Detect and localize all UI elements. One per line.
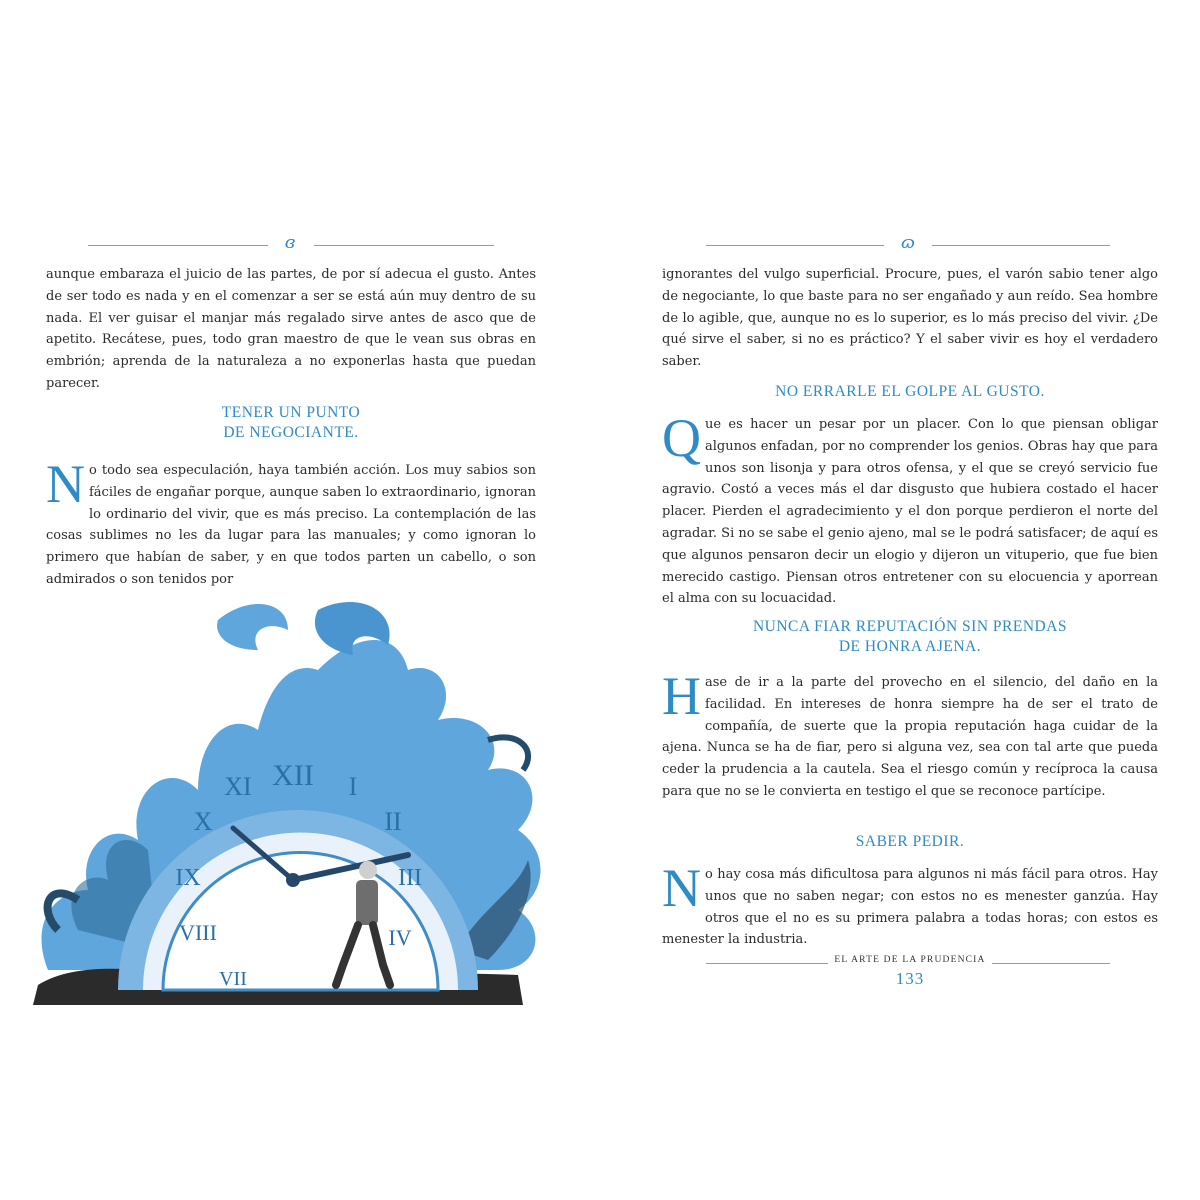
section-text: ase de ir a la parte del provecho en el silencio, del daño en la facilidad. En intereses de honra siempre ha de ser el trato de compañía, de suerte que la propia reputación haga cuidar de la ajena. Nunca se ha de fiar, pero si alguna vez, sea con tal arte que pueda ceder la prudencia a la cautela. Sea el riesgo común y recíproca la causa para que no se le convierta en testigo el que se reconoce partícipe. <box>662 675 1158 799</box>
section-text: o todo sea especulación, haya también acción. Los muy sabios son fáciles de engañar porque, aunque saben lo extraordinario, ignoran lo ordinario del vivir, que es más preciso. La contemplación de las cosas sublimes no les da lugar para las manuales; y como ignoran lo primero que habían de saber, y en que todos parten un cabello, o son admirados o son tenidos por <box>46 463 536 587</box>
section-text: o hay cosa más dificultosa para algunos ni más fácil para otros. Hay unos que no saben negar; con estos no es menester ganzúa. Hay otros que el no es su primera palabra a todas horas; con estos es menester la industria. <box>662 867 1158 948</box>
numeral-xi: XI <box>224 772 252 801</box>
clock-illustration <box>18 590 558 1010</box>
top-ornament-row <box>0 232 590 254</box>
heading-line-2: DE NEGOCIANTE. <box>223 424 359 441</box>
drop-cap: H <box>662 666 701 726</box>
heading-line-1: NUNCA FIAR REPUTACIÓN SIN PRENDAS <box>752 618 1068 635</box>
ornament-rule-left <box>88 245 268 246</box>
heading-line-1: TENER UN PUNTO <box>221 404 361 421</box>
section-paragraph <box>662 858 1158 951</box>
numeral-iii: III <box>398 865 422 891</box>
flourish-icon: ɷ <box>901 233 915 253</box>
section-heading <box>662 832 1158 852</box>
left-page <box>0 0 590 1200</box>
numeral-ix: IX <box>175 865 201 891</box>
drop-cap: Q <box>662 408 701 468</box>
footer-rule-left <box>706 963 828 964</box>
ornament-rule-right <box>932 245 1110 246</box>
section-paragraph <box>662 666 1158 803</box>
section-heading <box>46 403 536 443</box>
drop-cap: N <box>46 454 85 514</box>
ornament-rule-right <box>314 245 494 246</box>
section-paragraph <box>46 454 536 591</box>
intro-paragraph <box>662 264 1158 373</box>
numeral-iv: IV <box>388 925 412 950</box>
numeral-ii: II <box>384 807 402 836</box>
intro-text: aunque embaraza el juicio de las partes, de por sí adecua el gusto. Antes de ser todo es nada y en el comenzar a ser se está aún muy dentro de su nada. El ver guisar el manjar más regalado sirve antes de asco que de apetito. Recátese, pues, todo gran maestro de que le vean sus obras en embrión; aprenda de la naturaleza a no exponerlas hasta que puedan parecer. <box>46 267 536 391</box>
heading-line-1: NO ERRARLE EL GOLPE AL GUSTO. <box>775 383 1045 400</box>
numeral-viii: VIII <box>179 920 217 945</box>
numeral-i: I <box>348 772 358 801</box>
heading-line-2: DE HONRA AJENA. <box>838 638 982 655</box>
numeral-x: X <box>193 807 213 836</box>
section-heading <box>662 382 1158 402</box>
section-heading <box>662 617 1158 657</box>
right-page <box>610 0 1200 1200</box>
drop-cap: N <box>662 858 701 918</box>
footer-rule-right <box>992 963 1110 964</box>
flourish-icon: ɞ <box>284 233 296 253</box>
top-ornament-row <box>610 232 1200 254</box>
page-number: 133 <box>895 969 925 988</box>
intro-paragraph <box>46 264 536 395</box>
numeral-xii: XII <box>272 759 314 792</box>
numeral-vii: VII <box>219 968 247 990</box>
clock-center <box>286 873 300 887</box>
heading-line-1: SABER PEDIR. <box>855 833 965 850</box>
ornament-rule-left <box>706 245 884 246</box>
intro-text: ignorantes del vulgo superficial. Procure, pues, el varón sabio tener algo de negociante, lo que baste para no ser engañado y aun reído. Sea hombre de lo agible, que, aunque no es lo superior, es lo más preciso del vivir. ¿De qué sirve el saber, si no es práctico? Y el saber vivir es hoy el verdadero saber. <box>662 267 1158 370</box>
running-title: EL ARTE DE LA PRUDENCIA <box>834 955 986 965</box>
section-paragraph <box>662 408 1158 610</box>
section-text: ue es hacer un pesar por un placer. Con lo que piensan obligar algunos enfadan, por no comprender los genios. Obras hay que para unos son lisonja y para otros ofensa, y el que se creyó servicio fue agravio. Costó a veces más el dar disgusto que hubiera costado el hacer placer. Pierden el agradecimiento y el don porque perdieron el norte del agradar. Si no se sabe el genio ajeno, mal se le podrá satisfacer; de aquí es que algunos pensaron decir un elogio y dijeron un vituperio, que fue bien merecido castigo. Piensan otros entretener con su elocuencia y aporrean el alma con su locuacidad. <box>662 417 1158 607</box>
